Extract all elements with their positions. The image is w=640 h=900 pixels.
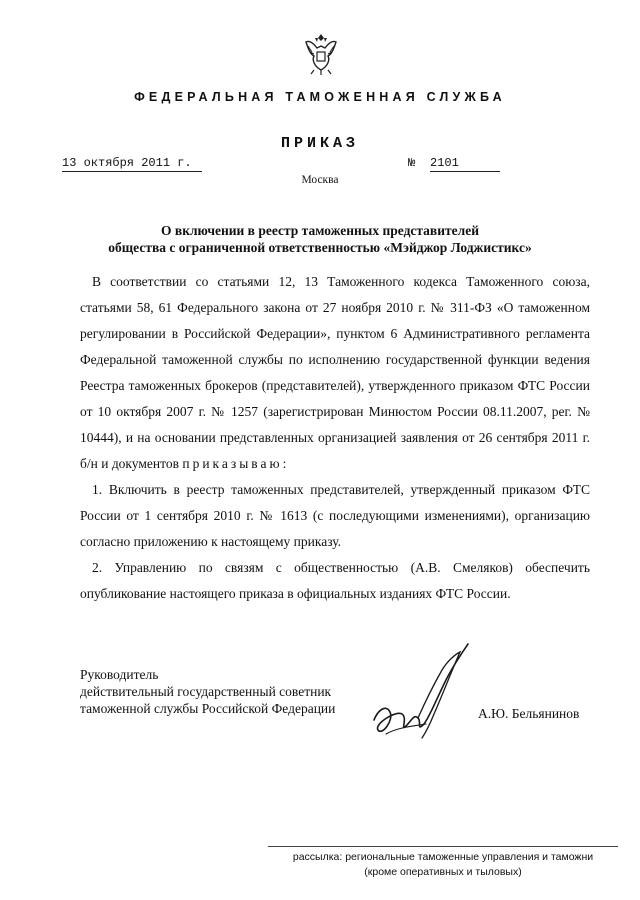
signatory-line-2: действительный государственный советник: [80, 684, 332, 699]
coat-of-arms-icon: [300, 30, 342, 76]
signatory-line-3: таможенной службы Российской Федерации: [80, 701, 336, 716]
mailing-divider: [268, 846, 618, 847]
title-line-1: О включении в реестр таможенных представителей: [161, 223, 479, 238]
mailing-line-1: рассылка: региональные таможенные управления и таможни: [292, 851, 594, 863]
mailing-line-2: (кроме оперативных и тыловых): [364, 866, 522, 878]
mailing-list: [270, 850, 616, 880]
signatory-line-1: Руководитель: [80, 667, 159, 682]
order-word: приказываю:: [182, 456, 290, 471]
signatory-name: А.Ю. Бельянинов: [478, 706, 580, 721]
agency-name: ФЕДЕРАЛЬНАЯ ТАМОЖЕННАЯ СЛУЖБА: [134, 90, 506, 104]
signatory-title: [80, 666, 380, 717]
order-item-1: 1. Включить в реестр таможенных представителей, утвержденный приказом ФТС России от 1 сентября 2010 г. № 1613 (с последующими изменениями), организацию согласно приложению к настоящему приказу.: [80, 482, 590, 549]
document-type: ПРИКАЗ: [280, 135, 359, 152]
preamble-text: В соответствии со статьями 12, 13 Таможенного кодекса Таможенного союза, статьями 58, 61 Федерального закона от 27 ноября 2010 г. № 311-ФЗ «О таможенном регулировании в Российской Федерации», пунктом 6 Административного регламента Федеральной таможенной службы по исполнению государственной функции ведения Реестра таможенных брокеров (представителей), утвержденного приказом ФТС России от 10 октября 2007 г. № 1257 (зарегистрирован Минюстом России 08.11.2007, рег. № 10444), и на основании представленных организацией заявления от 26 сентября 2011 г. б/н и документов: [80, 274, 590, 471]
order-item-2: 2. Управлению по связям с общественностью (А.В. Смеляков) обеспечить опубликование настоящего приказа в официальных изданиях ФТС России.: [80, 560, 590, 601]
order-date: 13 октября 2011 г.: [62, 156, 202, 172]
handwritten-signature: [356, 640, 476, 760]
document-title: [60, 222, 580, 256]
city: Москва: [301, 174, 339, 186]
preamble-paragraph: [80, 269, 590, 477]
title-line-2: общества с ограниченной ответственностью «Мэйджор Лоджистикс»: [108, 240, 532, 255]
order-number: 2101: [430, 156, 500, 172]
order-number-prefix: №: [408, 156, 416, 170]
document-body: [80, 269, 590, 607]
